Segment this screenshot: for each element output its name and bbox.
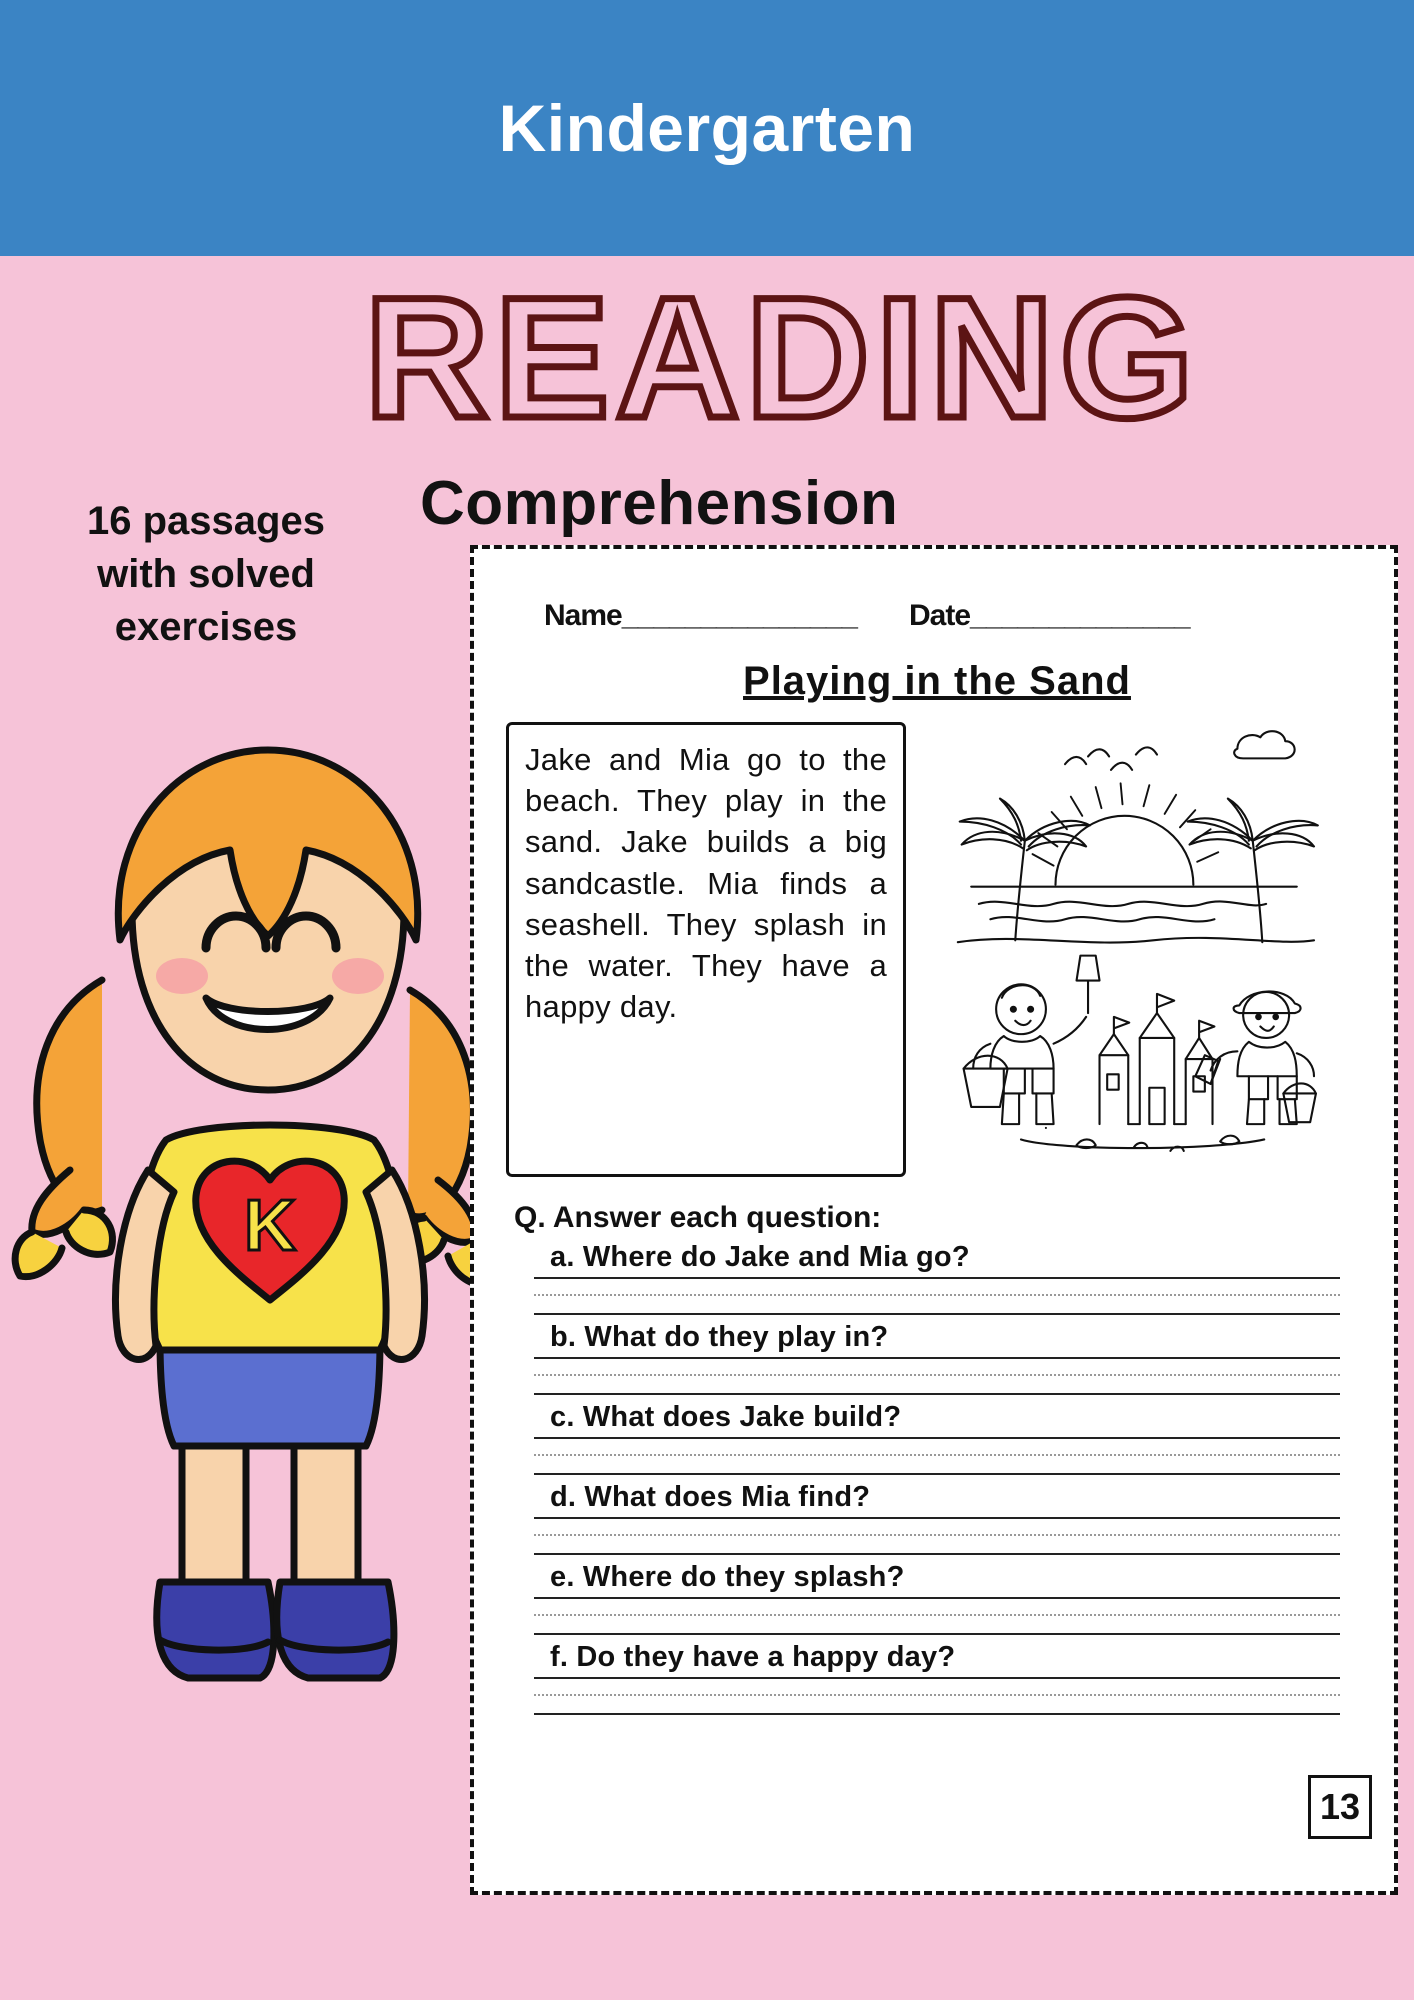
- worksheet-title: Playing in the Sand: [743, 659, 1131, 703]
- passage-row: [506, 722, 1368, 1177]
- question-text: d. What does Mia find?: [550, 1481, 871, 1513]
- page-title: Kindergarten: [498, 91, 916, 165]
- question-item: [534, 1641, 1368, 1715]
- name-field-label[interactable]: Name_______________: [544, 599, 857, 632]
- question-text: b. What do they play in?: [550, 1321, 889, 1353]
- answer-line[interactable]: [534, 1277, 1340, 1315]
- question-item: [534, 1241, 1368, 1315]
- date-field-label[interactable]: Date______________: [908, 599, 1190, 632]
- promo-text: [46, 495, 366, 655]
- beach-illustration: [924, 722, 1344, 1177]
- header-banner: [0, 0, 1414, 256]
- answer-line[interactable]: [534, 1517, 1340, 1555]
- questions-list: [506, 1241, 1368, 1715]
- worksheet-card: [470, 545, 1398, 1895]
- question-text: f. Do they have a happy day?: [550, 1641, 956, 1673]
- question-text: c. What does Jake build?: [550, 1401, 902, 1433]
- svg-text:K: K: [244, 1186, 296, 1266]
- promo-line-3: exercises: [114, 605, 298, 650]
- promo-line-1: 16 passages: [87, 499, 325, 543]
- name-date-row: [506, 599, 1368, 633]
- answer-line[interactable]: [534, 1437, 1340, 1475]
- question-item: [534, 1401, 1368, 1475]
- passage-text: Jake and Mia go to the beach. They play in the sand. Jake builds a big sandcastle. Mia finds a seashell. They splash in the water. They have a happy day.: [506, 722, 906, 1177]
- answer-line[interactable]: [534, 1597, 1340, 1635]
- promo-line-2: with solved: [97, 552, 315, 597]
- question-item: [534, 1321, 1368, 1395]
- answer-line[interactable]: [534, 1677, 1340, 1715]
- page-number-badge: 13: [1308, 1775, 1372, 1839]
- question-text: a. Where do Jake and Mia go?: [550, 1241, 970, 1273]
- subheadline-comprehension: Comprehension: [420, 469, 899, 538]
- question-item: [534, 1481, 1368, 1555]
- questions-heading: Q. Answer each question:: [514, 1201, 882, 1234]
- headline-reading: READING: [364, 262, 1200, 454]
- girl-illustration: [10, 740, 530, 1770]
- question-text: e. Where do they splash?: [550, 1561, 905, 1593]
- answer-line[interactable]: [534, 1357, 1340, 1395]
- question-item: [534, 1561, 1368, 1635]
